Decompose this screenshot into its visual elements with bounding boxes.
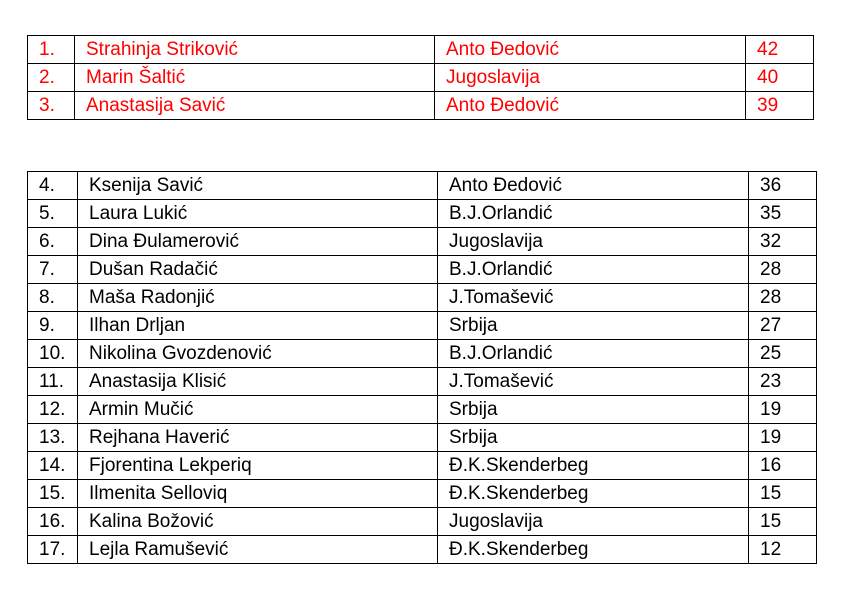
rank-cell: 6. — [28, 228, 78, 256]
rank-cell: 11. — [28, 368, 78, 396]
school-cell: Jugoslavija — [435, 64, 746, 92]
school-cell: J.Tomašević — [438, 284, 749, 312]
school-cell: B.J.Orlandić — [438, 200, 749, 228]
table-row — [28, 480, 817, 508]
school-cell: Jugoslavija — [438, 508, 749, 536]
table-row — [28, 340, 817, 368]
points-cell: 42 — [746, 36, 814, 64]
rank-cell: 2. — [28, 64, 75, 92]
table-row — [28, 368, 817, 396]
table-row — [28, 256, 817, 284]
ranking-table — [27, 171, 817, 564]
rank-cell: 12. — [28, 396, 78, 424]
name-cell: Ksenija Savić — [78, 172, 438, 200]
name-cell: Kalina Božović — [78, 508, 438, 536]
rank-cell: 17. — [28, 536, 78, 564]
table-row — [28, 396, 817, 424]
points-cell: 28 — [749, 256, 817, 284]
name-cell: Strahinja Striković — [75, 36, 435, 64]
school-cell: Srbija — [438, 312, 749, 340]
top-three-table-body — [28, 36, 814, 120]
name-cell: Maša Radonjić — [78, 284, 438, 312]
rank-cell: 3. — [28, 92, 75, 120]
table-row — [28, 92, 814, 120]
points-cell: 16 — [749, 452, 817, 480]
table-row — [28, 508, 817, 536]
school-cell: Anto Đedović — [435, 92, 746, 120]
rank-cell: 15. — [28, 480, 78, 508]
school-cell: Srbija — [438, 396, 749, 424]
points-cell: 28 — [749, 284, 817, 312]
school-cell: Đ.K.Skenderbeg — [438, 536, 749, 564]
name-cell: Dušan Radačić — [78, 256, 438, 284]
name-cell: Nikolina Gvozdenović — [78, 340, 438, 368]
school-cell: B.J.Orlandić — [438, 256, 749, 284]
name-cell: Lejla Ramušević — [78, 536, 438, 564]
name-cell: Ilmenita Selloviq — [78, 480, 438, 508]
points-cell: 12 — [749, 536, 817, 564]
rank-cell: 7. — [28, 256, 78, 284]
school-cell: Anto Đedović — [435, 36, 746, 64]
rank-cell: 14. — [28, 452, 78, 480]
points-cell: 25 — [749, 340, 817, 368]
points-cell: 39 — [746, 92, 814, 120]
rank-cell: 16. — [28, 508, 78, 536]
points-cell: 23 — [749, 368, 817, 396]
ranking-table-body — [28, 172, 817, 564]
name-cell: Anastasija Savić — [75, 92, 435, 120]
school-cell: Đ.K.Skenderbeg — [438, 452, 749, 480]
points-cell: 40 — [746, 64, 814, 92]
name-cell: Fjorentina Lekperiq — [78, 452, 438, 480]
points-cell: 36 — [749, 172, 817, 200]
school-cell: Anto Đedović — [438, 172, 749, 200]
rank-cell: 1. — [28, 36, 75, 64]
rank-cell: 4. — [28, 172, 78, 200]
rank-cell: 8. — [28, 284, 78, 312]
points-cell: 27 — [749, 312, 817, 340]
table-row — [28, 536, 817, 564]
top-three-table — [27, 35, 814, 120]
points-cell: 35 — [749, 200, 817, 228]
points-cell: 19 — [749, 424, 817, 452]
rank-cell: 9. — [28, 312, 78, 340]
table-row — [28, 36, 814, 64]
table-row — [28, 312, 817, 340]
name-cell: Marin Šaltić — [75, 64, 435, 92]
name-cell: Dina Đulamerović — [78, 228, 438, 256]
school-cell: Jugoslavija — [438, 228, 749, 256]
table-row — [28, 64, 814, 92]
points-cell: 15 — [749, 508, 817, 536]
school-cell: B.J.Orlandić — [438, 340, 749, 368]
table-row — [28, 424, 817, 452]
name-cell: Anastasija Klisić — [78, 368, 438, 396]
table-row — [28, 200, 817, 228]
points-cell: 15 — [749, 480, 817, 508]
table-row — [28, 172, 817, 200]
rank-cell: 5. — [28, 200, 78, 228]
school-cell: Đ.K.Skenderbeg — [438, 480, 749, 508]
table-row — [28, 228, 817, 256]
school-cell: J.Tomašević — [438, 368, 749, 396]
rank-cell: 10. — [28, 340, 78, 368]
name-cell: Armin Mučić — [78, 396, 438, 424]
points-cell: 19 — [749, 396, 817, 424]
name-cell: Laura Lukić — [78, 200, 438, 228]
name-cell: Ilhan Drljan — [78, 312, 438, 340]
school-cell: Srbija — [438, 424, 749, 452]
table-row — [28, 284, 817, 312]
name-cell: Rejhana Haverić — [78, 424, 438, 452]
rank-cell: 13. — [28, 424, 78, 452]
table-row — [28, 452, 817, 480]
points-cell: 32 — [749, 228, 817, 256]
